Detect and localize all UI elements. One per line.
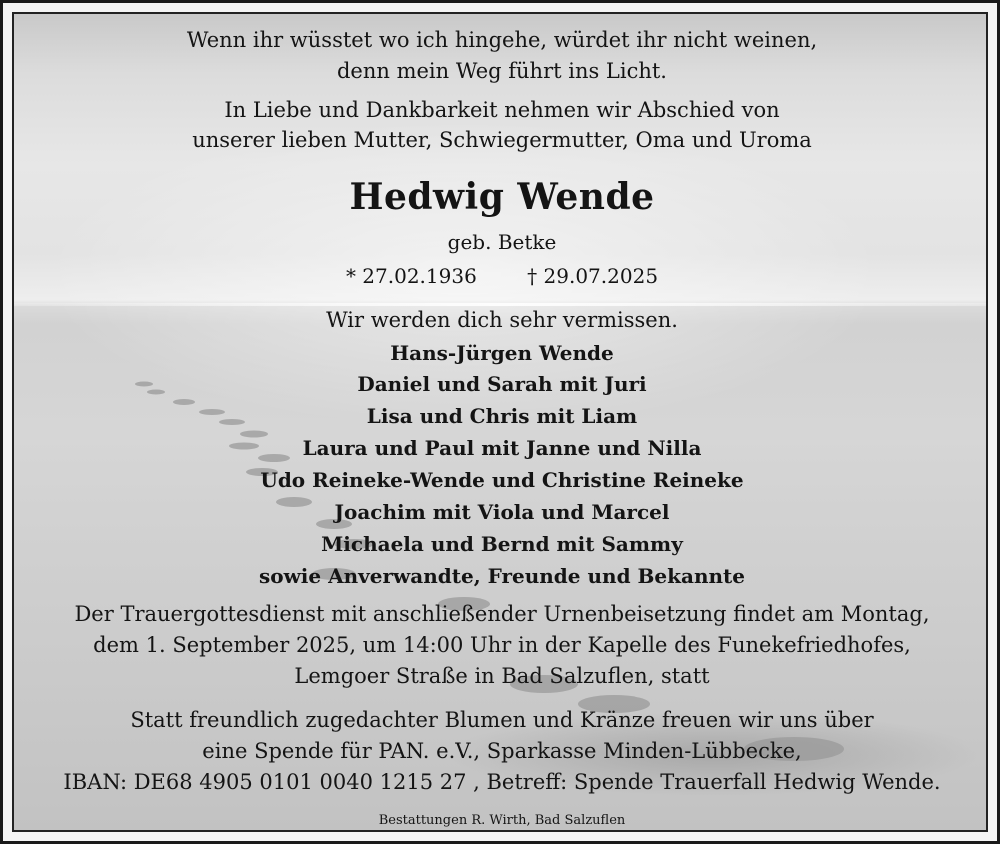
death-date: † 29.07.2025 — [527, 264, 659, 288]
mourner-1: Hans-Jürgen Wende — [390, 341, 614, 365]
life-dates — [14, 264, 988, 288]
service-line-1: Der Trauergottesdienst mit anschließender Urnenbeisetzung findet am Montag, — [74, 602, 930, 626]
service-line-2: dem 1. September 2025, um 14:00 Uhr in der Kapelle des Funekefriedhofes, — [93, 633, 911, 657]
notice-text — [14, 14, 988, 832]
intro-line-1: In Liebe und Dankbarkeit nehmen wir Abschied von — [224, 98, 780, 122]
mourner-4: Laura und Paul mit Janne und Nilla — [302, 436, 702, 460]
funeral-home-credit: Bestattungen R. Wirth, Bad Salzuflen — [378, 813, 626, 828]
miss-line: Wir werden dich sehr vermissen. — [326, 308, 678, 332]
donation-line-1: Statt freundlich zugedachter Blumen und Kränze freuen wir uns über — [130, 708, 874, 732]
birth-name: geb. Betke — [447, 230, 557, 254]
verse-line-1: Wenn ihr wüsstet wo ich hingehe, würdet ihr nicht weinen, — [186, 28, 818, 52]
donation-line-2: eine Spende für PAN. e.V., Sparkasse Minden-Lübbecke, — [202, 739, 802, 763]
donation-line-3: IBAN: DE68 4905 0101 0040 1215 27 , Betreff: Spende Trauerfall Hedwig Wende. — [63, 770, 941, 794]
mourner-2: Daniel und Sarah mit Juri — [357, 372, 647, 396]
birth-date: * 27.02.1936 — [345, 264, 477, 288]
notice-background — [12, 12, 988, 832]
mourner-8: sowie Anverwandte, Freunde und Bekannte — [258, 564, 745, 588]
mourner-6: Joachim mit Viola und Marcel — [334, 500, 670, 524]
mourner-5: Udo Reineke-Wende und Christine Reineke — [260, 468, 744, 492]
deceased-name: Hedwig Wende — [349, 176, 655, 218]
intro-line-2: unserer lieben Mutter, Schwiegermutter, Oma und Uroma — [192, 128, 812, 152]
mourner-3: Lisa und Chris mit Liam — [366, 404, 638, 428]
mourner-7: Michaela und Bernd mit Sammy — [321, 532, 683, 556]
service-line-3: Lemgoer Straße in Bad Salzuflen, statt — [294, 664, 710, 688]
verse-line-2: denn mein Weg führt ins Licht. — [336, 59, 667, 83]
